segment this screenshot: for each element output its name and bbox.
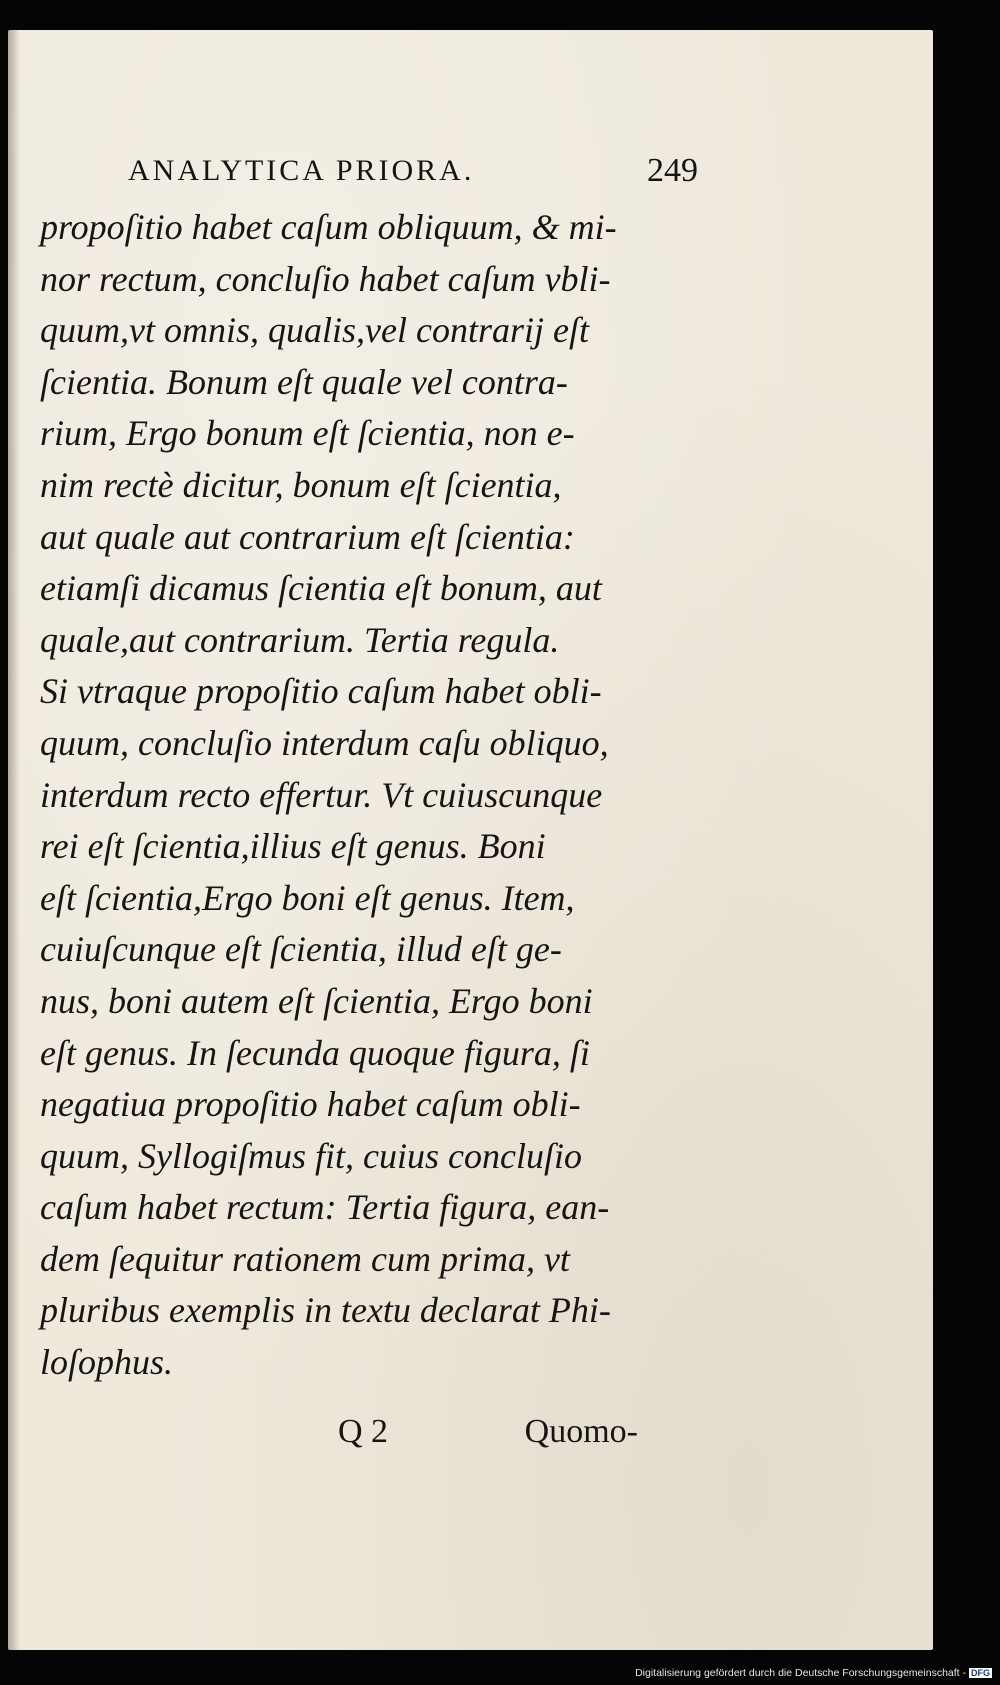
text-line: rium, Ergo bonum eſt ſcientia, non e- [40,413,575,454]
text-line: eſt ſcientia,Ergo boni eſt genus. Item, [40,877,575,918]
dfg-logo: DFG [971,1668,990,1678]
text-line: propoſitio habet caſum obliquum, & mi- [40,207,617,247]
text-line: pluribus exemplis in textu declarat Phi- [40,1290,611,1331]
text-line: Si vtraque propoſitio caſum habet obli- [40,671,602,712]
digitization-credit [635,1667,992,1679]
text-line: aut quale aut contrarium eſt ſcientia: [40,516,575,557]
text-line: quum,vt omnis, qualis,vel contrarij eſt [40,310,589,351]
text-line: nim rectè dicitur, bonum eſt ſcientia, [40,464,562,505]
text-line: etiamſi dicamus ſcientia eſt bonum, aut [40,568,602,609]
text-line: caſum habet rectum: Tertia figura, ean- [40,1187,610,1228]
text-line: interdum recto effertur. Vt cuiuscunque [40,774,603,815]
text-line: ſcientia. Bonum eſt quale vel contra- [40,361,568,402]
signature-mark: Q 2 [338,1413,389,1450]
catchword: Quomo- [524,1413,638,1450]
book-page [8,30,933,1650]
credit-text: Digitalisierung gefördert durch die Deutsche Forschungsgemeinschaft - [635,1667,966,1679]
running-title: ANALYTICA PRIORA. [128,154,475,187]
text-line: dem ſequitur rationem cum prima, vt [40,1238,570,1279]
text-line: rei eſt ſcientia,illius eſt genus. Boni [40,826,546,867]
text-line: nus, boni autem eſt ſcientia, Ergo boni [40,980,593,1021]
text-line: nor rectum, concluſio habet caſum vbli- [40,258,611,299]
body-text [40,202,680,1389]
text-line: quum, concluſio interdum caſu obliquo, [40,722,609,763]
text-line: loſophus. [40,1342,174,1383]
page-header [128,140,698,200]
page-number: 249 [647,152,698,189]
text-line: quum, Syllogiſmus fit, cuius concluſio [40,1135,582,1176]
text-line: cuiuſcunque eſt ſcientia, illud eſt ge- [40,929,562,970]
text-line: quale,aut contrarium. Tertia regula. [40,619,560,660]
text-line: negatiua propoſitio habet caſum obli- [40,1084,581,1125]
text-line: eſt genus. In ſecunda quoque figura, ſi [40,1032,590,1073]
page-gutter-shadow [8,30,20,1650]
page-footer [338,1413,638,1473]
